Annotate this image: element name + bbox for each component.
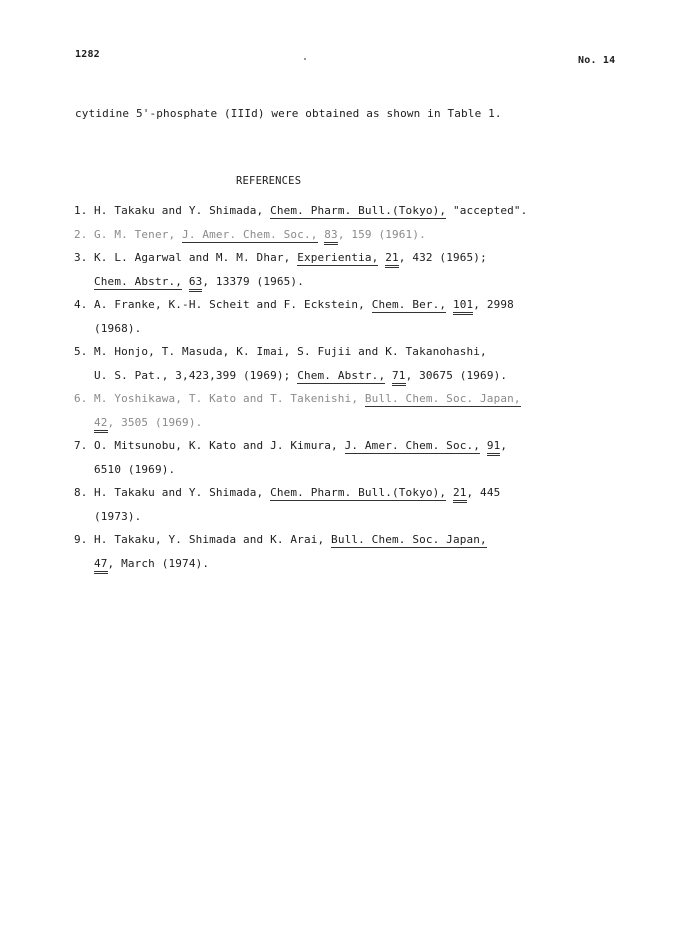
reference-line	[74, 508, 594, 532]
reference-3	[74, 249, 594, 296]
volume: 47	[94, 557, 108, 574]
authors: G. M. Tener,	[94, 227, 183, 241]
reference-5	[74, 343, 594, 390]
reference-line	[74, 367, 594, 391]
patent: U. S. Pat., 3,423,399 (1969);	[94, 368, 298, 382]
reference-number: 9.	[74, 533, 88, 546]
reference-number: 5.	[74, 345, 88, 358]
reference-1	[74, 202, 594, 226]
reference-tail: , 2998	[473, 298, 514, 311]
reference-line	[74, 437, 594, 461]
reference-2	[74, 226, 594, 250]
reference-number: 8.	[74, 486, 88, 499]
reference-6	[74, 390, 594, 437]
reference-number: 7.	[74, 439, 88, 452]
speck	[304, 58, 306, 60]
spacer	[182, 275, 189, 288]
reference-9	[74, 531, 594, 578]
reference-tail: , March (1974).	[107, 556, 210, 570]
journal: Chem. Abstr.,	[297, 368, 386, 382]
spacer	[385, 369, 392, 382]
volume: 101	[453, 298, 473, 315]
journal: Chem. Pharm. Bull.(Tokyo),	[270, 204, 447, 217]
journal: Bull. Chem. Soc. Japan,	[364, 392, 521, 405]
reference-number: 6.	[74, 392, 88, 405]
reference-number: 2.	[74, 227, 88, 241]
issue-number: No. 14	[578, 55, 616, 66]
reference-line	[74, 226, 594, 250]
references-list	[74, 202, 594, 578]
journal: Experientia,	[297, 251, 379, 264]
reference-number: 3.	[74, 251, 88, 264]
authors: H. Takaku and Y. Shimada,	[94, 486, 271, 499]
reference-4	[74, 296, 594, 343]
journal: Bull. Chem. Soc. Japan,	[331, 533, 487, 546]
reference-line	[74, 555, 594, 579]
reference-number: 1.	[74, 204, 88, 217]
reference-line	[74, 249, 594, 273]
reference-pages: 6510 (1969).	[94, 462, 176, 476]
reference-line	[74, 484, 594, 508]
reference-line	[74, 343, 594, 367]
reference-tail: , 3505 (1969).	[107, 415, 203, 429]
authors: O. Mitsunobu, K. Kato and J. Kimura,	[94, 439, 345, 452]
spacer	[480, 439, 487, 452]
intro-line: cytidine 5'-phosphate (IIId) were obtained as shown in Table 1.	[75, 107, 502, 120]
authors: M. Honjo, T. Masuda, K. Imai, S. Fujii and K. Takanohashi,	[94, 345, 487, 358]
reference-tail: , 159 (1961).	[337, 227, 426, 241]
reference-line	[74, 320, 594, 344]
reference-year: (1973).	[94, 509, 142, 523]
volume: 83	[324, 228, 338, 245]
reference-7	[74, 437, 594, 484]
journal: J. Amer. Chem. Soc.,	[182, 227, 318, 241]
volume: 42	[94, 416, 108, 433]
authors: A. Franke, K.-H. Scheit and F. Eckstein,	[94, 298, 372, 311]
references-heading: REFERENCES	[236, 175, 302, 187]
journal: Chem. Ber.,	[371, 298, 447, 311]
reference-tail: ,	[500, 439, 508, 452]
reference-8	[74, 484, 594, 531]
volume: 71	[392, 369, 406, 386]
reference-line	[74, 461, 594, 485]
authors: K. L. Agarwal and M. M. Dhar,	[94, 251, 298, 264]
reference-line	[74, 202, 594, 226]
reference-tail: "accepted".	[446, 204, 528, 217]
reference-tail: , 13379 (1965).	[202, 274, 304, 288]
page-number: 1282	[75, 49, 100, 60]
reference-line	[74, 296, 594, 320]
reference-tail: , 432 (1965);	[398, 251, 487, 264]
reference-line	[74, 273, 594, 297]
spacer	[446, 486, 453, 499]
authors: H. Takaku, Y. Shimada and K. Arai,	[94, 533, 332, 546]
authors: M. Yoshikawa, T. Kato and T. Takenishi,	[94, 392, 365, 405]
reference-tail: , 445	[466, 486, 501, 499]
authors: H. Takaku and Y. Shimada,	[94, 204, 271, 217]
journal: Chem. Abstr.,	[94, 274, 183, 288]
volume: 21	[453, 486, 467, 503]
journal: J. Amer. Chem. Soc.,	[344, 439, 481, 452]
reference-line	[74, 414, 594, 438]
volume: 63	[189, 275, 203, 292]
reference-number: 4.	[74, 298, 88, 311]
reference-line	[74, 390, 594, 414]
reference-tail: , 30675 (1969).	[405, 368, 508, 382]
reference-line	[74, 531, 594, 555]
reference-year: (1968).	[94, 321, 142, 335]
volume: 91	[487, 439, 501, 456]
spacer	[446, 298, 453, 311]
volume: 21	[385, 251, 399, 268]
journal: Chem. Pharm. Bull.(Tokyo),	[270, 486, 447, 499]
